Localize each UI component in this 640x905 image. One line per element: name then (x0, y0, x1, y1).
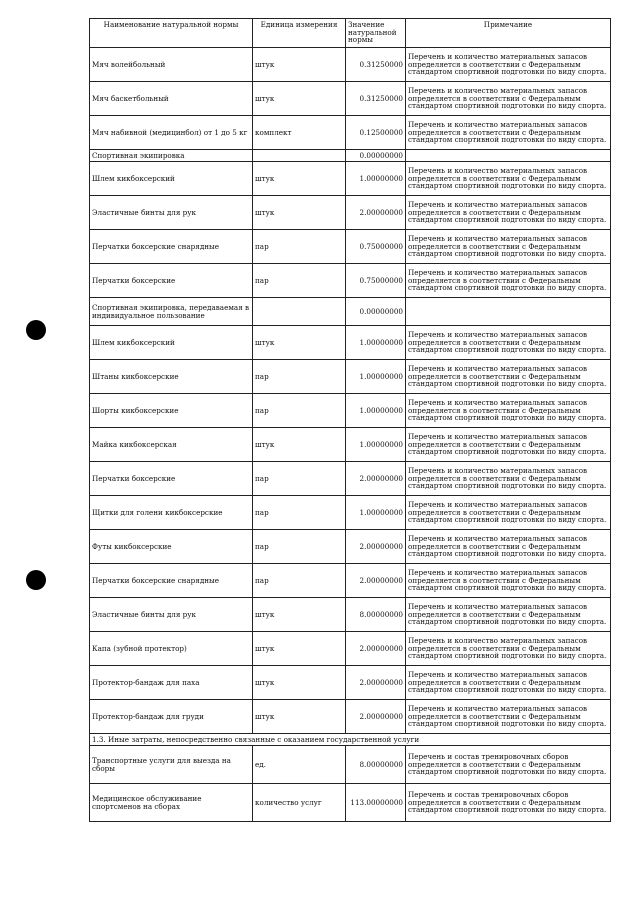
cell-note: Перечень и состав тренировочных сборов определяется в соответствии с Федеральным стандартом спортивной подготовки по виду спорта. (406, 746, 611, 784)
cell-name: Мяч волейбольный (90, 48, 253, 82)
cell-note (406, 298, 611, 326)
cell-unit: штук (253, 598, 346, 632)
binder-hole-mark (26, 570, 46, 590)
cell-value: 0.75000000 (346, 264, 406, 298)
cell-note: Перечень и количество материальных запасов определяется в соответствии с Федеральным стандартом спортивной подготовки по виду спорта. (406, 394, 611, 428)
cell-value: 1.00000000 (346, 428, 406, 462)
cell-name: Мяч набивной (медицинбол) от 1 до 5 кг (90, 116, 253, 150)
cell-name: Майка кикбоксерская (90, 428, 253, 462)
cell-unit: комплект (253, 116, 346, 150)
cell-unit (253, 298, 346, 326)
cell-value: 1.00000000 (346, 162, 406, 196)
cell-value: 2.00000000 (346, 666, 406, 700)
table-row (90, 150, 611, 162)
cell-name: Медицинское обслуживание спортсменов на сборах (90, 784, 253, 822)
cell-unit: пар (253, 462, 346, 496)
cell-note: Перечень и количество материальных запасов определяется в соответствии с Федеральным стандартом спортивной подготовки по виду спорта. (406, 598, 611, 632)
cell-value: 0.75000000 (346, 230, 406, 264)
cell-note: Перечень и количество материальных запасов определяется в соответствии с Федеральным стандартом спортивной подготовки по виду спорта. (406, 632, 611, 666)
cell-unit: количество услуг (253, 784, 346, 822)
cell-value: 2.00000000 (346, 632, 406, 666)
table-row (90, 264, 611, 298)
table-row (90, 496, 611, 530)
cell-name: Эластичные бинты для рук (90, 196, 253, 230)
cell-note: Перечень и количество материальных запасов определяется в соответствии с Федеральным стандартом спортивной подготовки по виду спорта. (406, 428, 611, 462)
table-row (90, 230, 611, 264)
cell-note: Перечень и количество материальных запасов определяется в соответствии с Федеральным стандартом спортивной подготовки по виду спорта. (406, 162, 611, 196)
cell-unit: пар (253, 264, 346, 298)
cell-unit: пар (253, 394, 346, 428)
cell-name: Штаны кикбоксерские (90, 360, 253, 394)
cell-unit (253, 150, 346, 162)
table-row (90, 298, 611, 326)
cell-value: 2.00000000 (346, 700, 406, 734)
cell-unit: ед. (253, 746, 346, 784)
cell-unit: пар (253, 230, 346, 264)
table-row (90, 746, 611, 784)
cell-note: Перечень и количество материальных запасов определяется в соответствии с Федеральным стандартом спортивной подготовки по виду спорта. (406, 360, 611, 394)
cell-note: Перечень и количество материальных запасов определяется в соответствии с Федеральным стандартом спортивной подготовки по виду спорта. (406, 496, 611, 530)
table-row (90, 162, 611, 196)
cell-note: Перечень и количество материальных запасов определяется в соответствии с Федеральным стандартом спортивной подготовки по виду спорта. (406, 462, 611, 496)
table-row (90, 360, 611, 394)
table-row (90, 632, 611, 666)
cell-name: Перчатки боксерские снарядные (90, 564, 253, 598)
cell-unit: штук (253, 700, 346, 734)
cell-note: Перечень и количество материальных запасов определяется в соответствии с Федеральным стандартом спортивной подготовки по виду спорта. (406, 264, 611, 298)
cell-name: Шлем кикбоксерский (90, 162, 253, 196)
cell-value: 1.00000000 (346, 496, 406, 530)
cell-name: Мяч баскетбольный (90, 82, 253, 116)
cell-note: Перечень и количество материальных запасов определяется в соответствии с Федеральным стандартом спортивной подготовки по виду спорта. (406, 564, 611, 598)
cell-value: 2.00000000 (346, 530, 406, 564)
cell-name: Шлем кикбоксерский (90, 326, 253, 360)
cell-value: 8.00000000 (346, 598, 406, 632)
cell-value: 2.00000000 (346, 196, 406, 230)
cell-name: Протектор-бандаж для паха (90, 666, 253, 700)
cell-note: Перечень и количество материальных запасов определяется в соответствии с Федеральным стандартом спортивной подготовки по виду спорта. (406, 82, 611, 116)
cell-note: Перечень и количество материальных запасов определяется в соответствии с Федеральным стандартом спортивной подготовки по виду спорта. (406, 666, 611, 700)
cell-value: 2.00000000 (346, 462, 406, 496)
table-row (90, 326, 611, 360)
cell-value: 8.00000000 (346, 746, 406, 784)
cell-unit: пар (253, 496, 346, 530)
cell-value: 1.00000000 (346, 360, 406, 394)
cell-value: 0.00000000 (346, 150, 406, 162)
cell-value: 113.00000000 (346, 784, 406, 822)
cell-unit: штук (253, 326, 346, 360)
cell-value: 2.00000000 (346, 564, 406, 598)
table-row (90, 428, 611, 462)
cell-note: Перечень и количество материальных запасов определяется в соответствии с Федеральным стандартом спортивной подготовки по виду спорта. (406, 530, 611, 564)
cell-value: 1.00000000 (346, 394, 406, 428)
table-row (90, 784, 611, 822)
cell-name: Спортивная экипировка, передаваемая в индивидуальное пользование (90, 298, 253, 326)
cell-name: Капа (зубной протектор) (90, 632, 253, 666)
cell-name: Спортивная экипировка (90, 150, 253, 162)
cell-unit: штук (253, 82, 346, 116)
cell-name: Эластичные бинты для рук (90, 598, 253, 632)
cell-note: Перечень и количество материальных запасов определяется в соответствии с Федеральным стандартом спортивной подготовки по виду спорта. (406, 48, 611, 82)
cell-name: Шорты кикбоксерские (90, 394, 253, 428)
table-row (90, 116, 611, 150)
table-row (90, 530, 611, 564)
table-row (90, 666, 611, 700)
cell-unit: пар (253, 530, 346, 564)
cell-unit: штук (253, 428, 346, 462)
cell-name: Перчатки боксерские снарядные (90, 230, 253, 264)
header-name: Наименование натуральной нормы (90, 19, 253, 48)
table-row (90, 48, 611, 82)
cell-name: Щитки для голени кикбоксерские (90, 496, 253, 530)
cell-note: Перечень и количество материальных запасов определяется в соответствии с Федеральным стандартом спортивной подготовки по виду спорта. (406, 326, 611, 360)
header-note: Примечание (406, 19, 611, 48)
cell-unit: пар (253, 564, 346, 598)
cell-note: Перечень и состав тренировочных сборов определяется в соответствии с Федеральным стандартом спортивной подготовки по виду спорта. (406, 784, 611, 822)
table-row (90, 700, 611, 734)
table-body (90, 48, 611, 822)
section-header: 1.3. Иные затраты, непосредственно связанные с оказанием государственной услуги (90, 734, 611, 746)
cell-name: Перчатки боксерские (90, 462, 253, 496)
cell-name: Протектор-бандаж для груди (90, 700, 253, 734)
cell-name: Футы кикбоксерские (90, 530, 253, 564)
natural-norms-table (89, 18, 611, 822)
cell-name: Транспортные услуги для выезда на сборы (90, 746, 253, 784)
cell-value: 0.31250000 (346, 82, 406, 116)
cell-note: Перечень и количество материальных запасов определяется в соответствии с Федеральным стандартом спортивной подготовки по виду спорта. (406, 116, 611, 150)
cell-name: Перчатки боксерские (90, 264, 253, 298)
binder-hole-mark (26, 320, 46, 340)
table-row (90, 196, 611, 230)
cell-unit: штук (253, 632, 346, 666)
cell-value: 0.12500000 (346, 116, 406, 150)
cell-value: 1.00000000 (346, 326, 406, 360)
cell-note: Перечень и количество материальных запасов определяется в соответствии с Федеральным стандартом спортивной подготовки по виду спорта. (406, 196, 611, 230)
table-row (90, 462, 611, 496)
table-row (90, 394, 611, 428)
cell-value: 0.00000000 (346, 298, 406, 326)
cell-note: Перечень и количество материальных запасов определяется в соответствии с Федеральным стандартом спортивной подготовки по виду спорта. (406, 230, 611, 264)
header-unit: Единица измерения (253, 19, 346, 48)
cell-value: 0.31250000 (346, 48, 406, 82)
cell-unit: пар (253, 360, 346, 394)
table-row (90, 598, 611, 632)
cell-unit: штук (253, 48, 346, 82)
table-row (90, 564, 611, 598)
cell-note (406, 150, 611, 162)
header-value: Значение натуральной нормы (346, 19, 406, 48)
cell-unit: штук (253, 666, 346, 700)
cell-unit: штук (253, 196, 346, 230)
table-row (90, 82, 611, 116)
table-header-row (90, 19, 611, 48)
cell-note: Перечень и количество материальных запасов определяется в соответствии с Федеральным стандартом спортивной подготовки по виду спорта. (406, 700, 611, 734)
cell-unit: штук (253, 162, 346, 196)
table-row (90, 734, 611, 746)
